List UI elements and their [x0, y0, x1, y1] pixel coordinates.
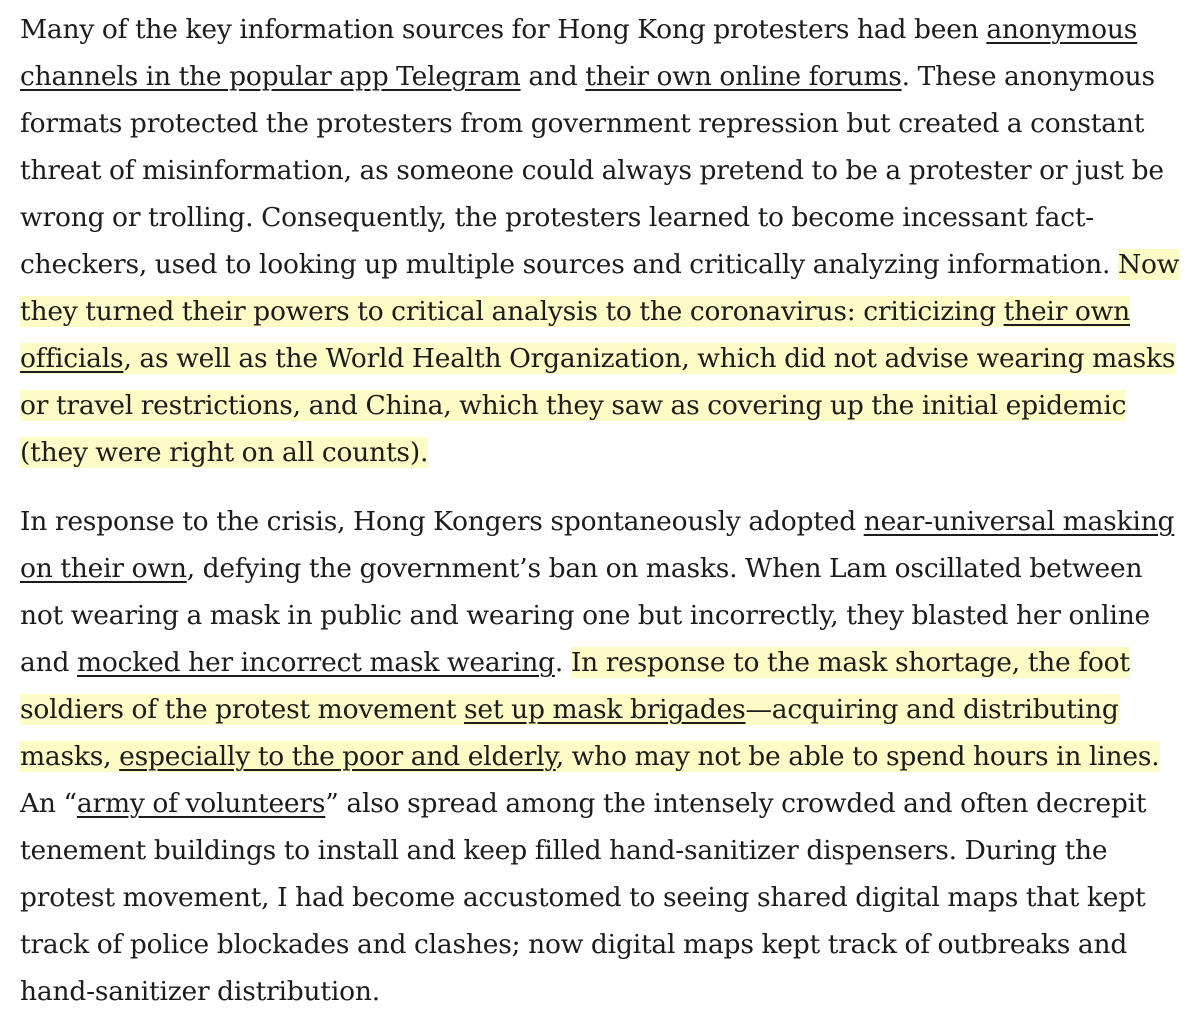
link-army-of-volunteers[interactable]: army of volunteers	[76, 788, 326, 819]
text-segment: In response to the mask shortage, the foot soldiers of the protest movement	[20, 647, 1130, 725]
highlighted-passage-critical-analysis	[20, 249, 1179, 468]
link-near-universal-masking[interactable]: near-universal masking on their own	[20, 506, 1175, 584]
paragraph-telegram-fact-checkers	[20, 6, 1180, 476]
text-segment: ” also spread among the intensely crowded and often decrepit tenement buildings to install and keep filled hand-sanitizer dispensers. During the protest movement, I had become accustomed to seeing shared digital maps that kept track of police blockades and clashes; now digital maps kept track of outbreaks and hand-sanitizer distribution.	[20, 788, 1147, 1007]
link-poor-and-elderly[interactable]: especially to the poor and elderly	[119, 741, 556, 772]
text-segment: An “	[20, 788, 77, 819]
text-segment: . These anonymous formats protected the protesters from government repression but created a constant threat of misinformation, as someone could always pretend to be a protester or just be wrong or trolling. Consequently, the protesters learned to become incessant fact-checkers, used to looking up multiple sources and critically analyzing information.	[20, 61, 1164, 280]
text-segment: Many of the key information sources for Hong Kong protesters had been	[20, 14, 987, 45]
text-segment: —acquiring and distributing masks,	[20, 694, 1119, 772]
text-segment: , who may not be able to spend hours in lines.	[555, 741, 1160, 772]
text-segment: In response to the crisis, Hong Kongers spontaneously adopted	[20, 506, 864, 537]
link-their-own-officials[interactable]: their own officials	[20, 296, 1130, 374]
link-online-forums[interactable]: their own online forums	[585, 61, 902, 92]
link-mocked-mask-wearing[interactable]: mocked her incorrect mask wearing	[76, 647, 555, 678]
text-segment: .	[554, 647, 571, 678]
text-segment: and	[520, 61, 586, 92]
link-anonymous-telegram-channels[interactable]: anonymous channels in the popular app Telegram	[20, 14, 1138, 92]
text-segment: , as well as the World Health Organization, which did not advise wearing masks or travel restrictions, and China, which they saw as covering up the initial epidemic (they were right on all counts).	[20, 343, 1176, 468]
paragraph-mask-response	[20, 498, 1180, 1015]
text-segment: Now they turned their powers to critical analysis to the coronavirus: criticizing	[20, 249, 1180, 327]
text-segment: , defying the government’s ban on masks. When Lam oscillated between not wearing a mask in public and wearing one but incorrectly, they blasted her online and	[20, 553, 1151, 678]
link-mask-brigades[interactable]: set up mask brigades	[464, 694, 746, 725]
